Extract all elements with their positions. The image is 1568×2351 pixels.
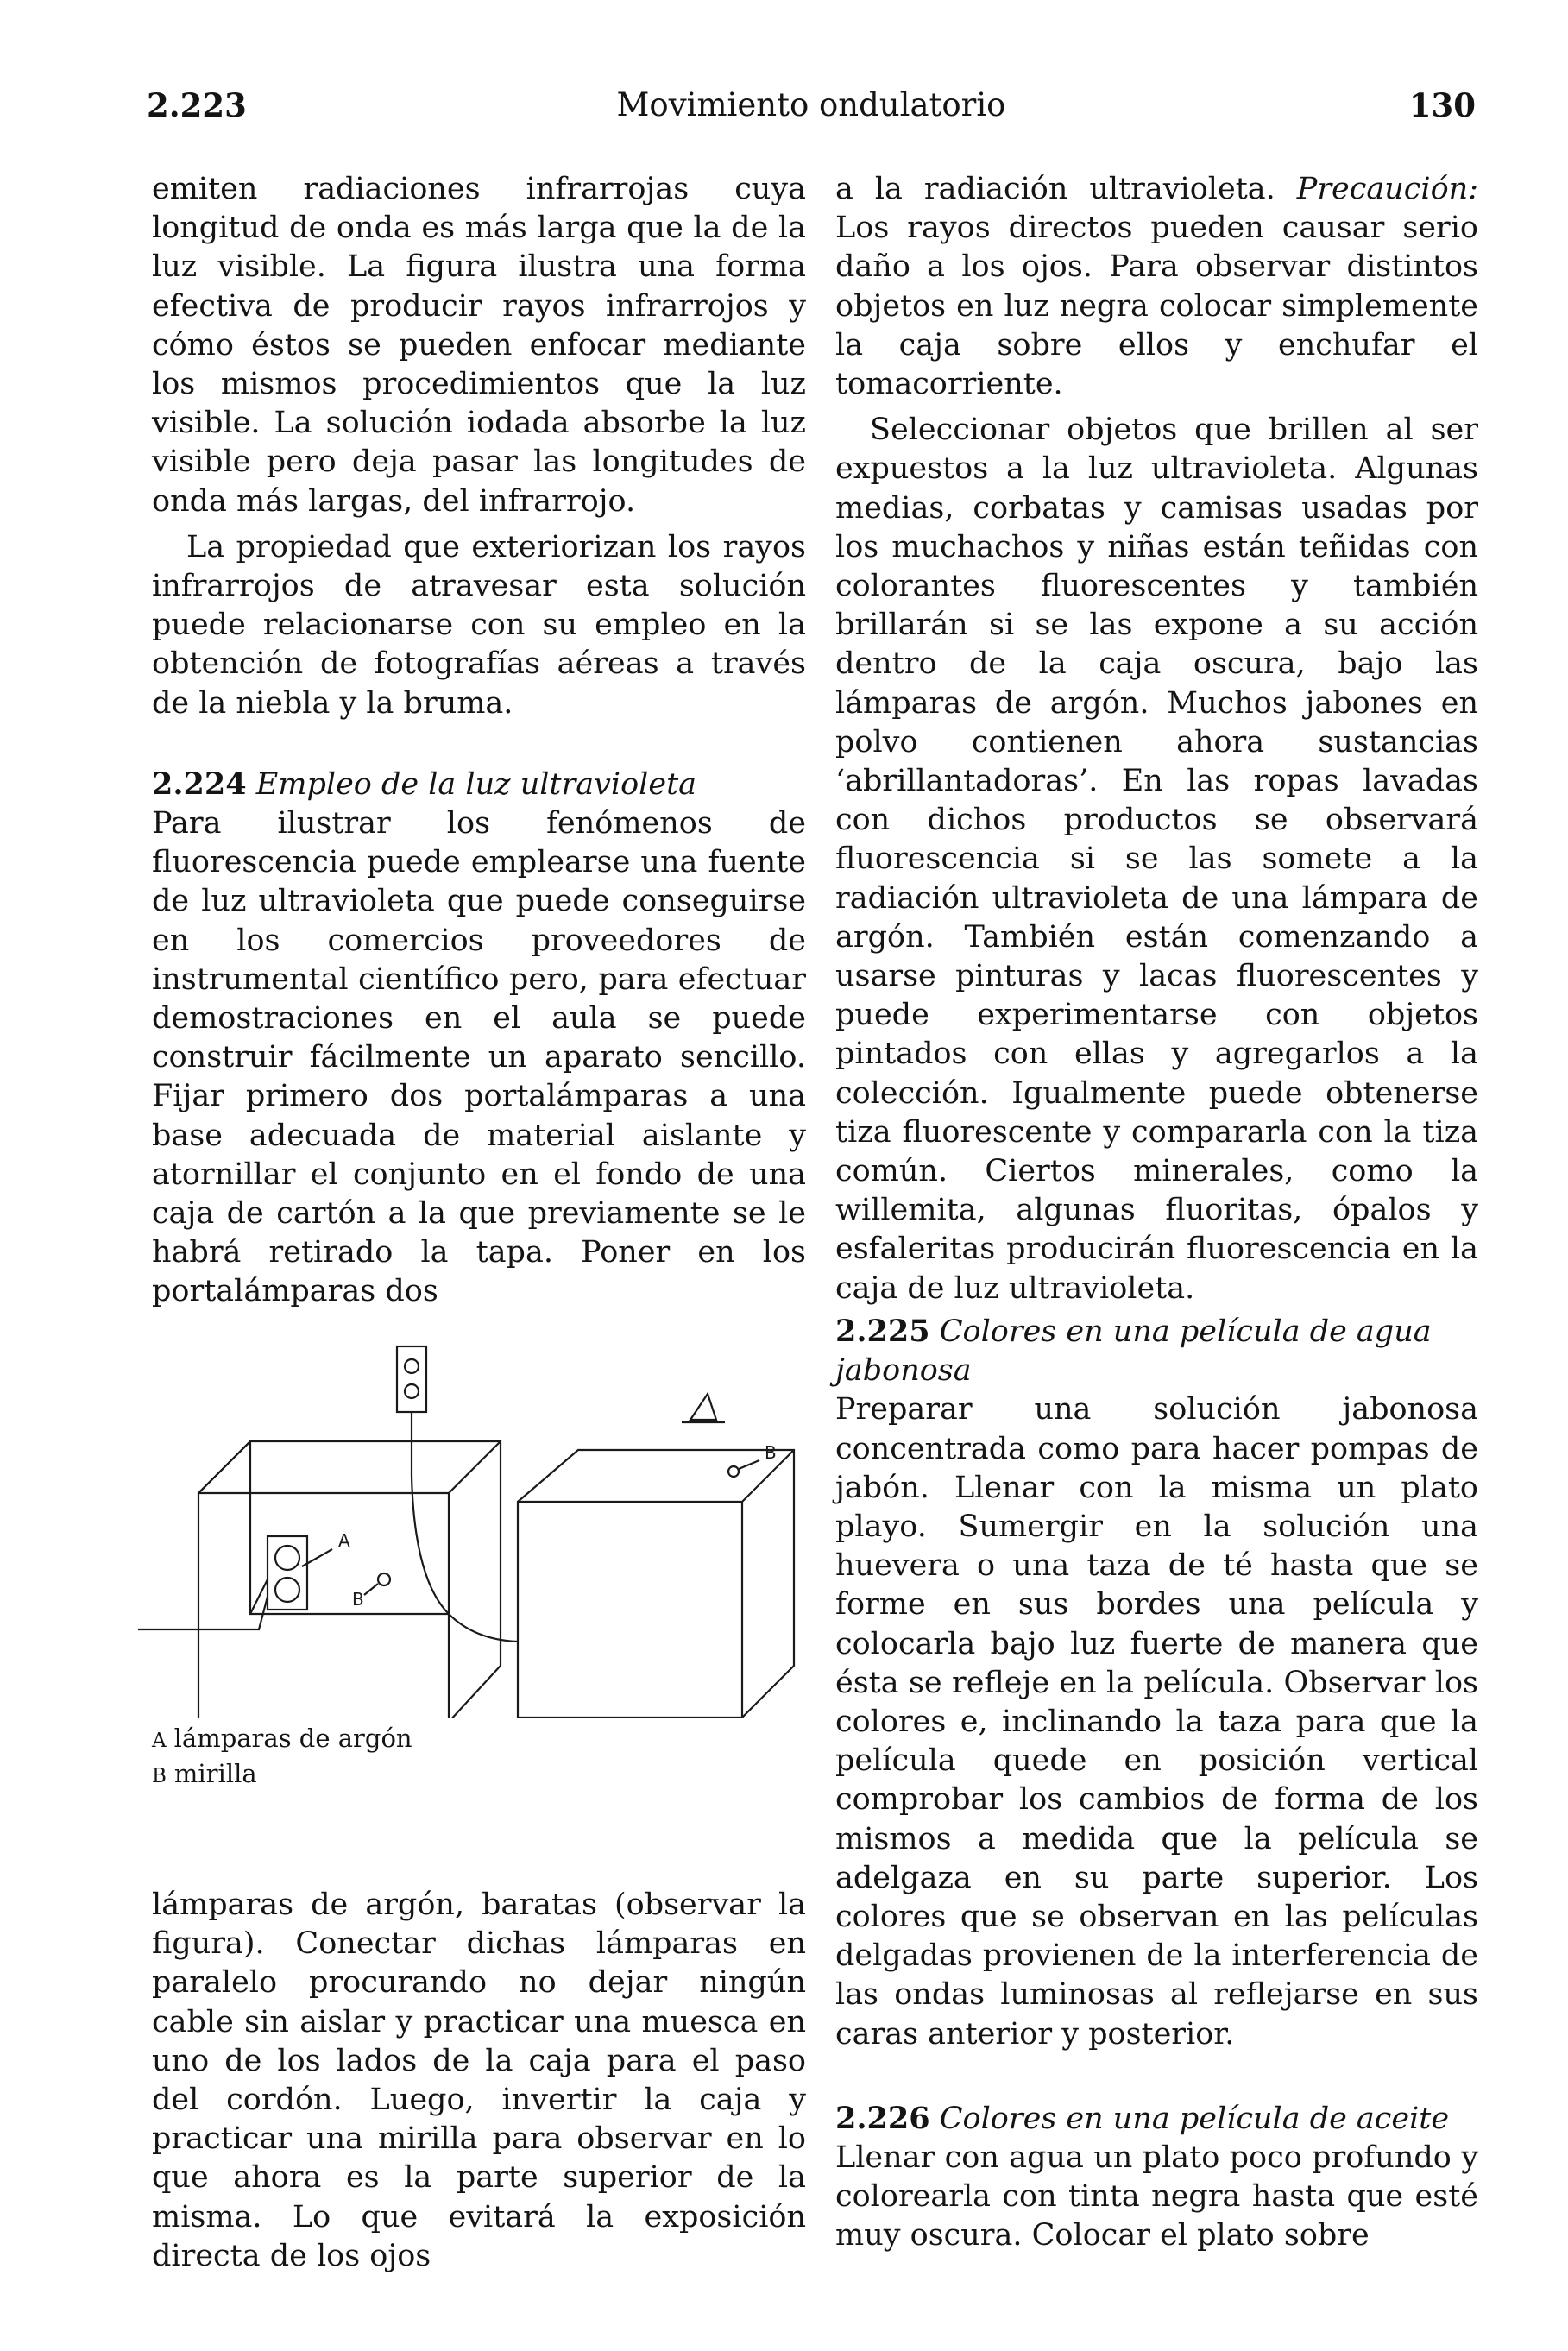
section-number: 2.225 bbox=[835, 1314, 930, 1349]
paragraph: La propiedad que exteriorizan los rayos infrarrojos de atravesar esta solución puede relacionarse con su empleo en la obtención de fotografías aéreas a través de la niebla y la bruma. bbox=[152, 529, 806, 721]
paragraph: Para ilustrar los fenómenos de fluorescencia puede emplearse una fuente de luz ultravioleta que puede conseguirse en los comercios proveedores de instrumental científico pero, para efectuar demostraciones en el aula se puede construir fácilmente un aparato sencillo. Fijar primero dos portalámparas a una base adecuada de material aislante y atornillar el conjunto en el fondo de una caja de cartón a la que previamente se le habrá retirado la tapa. Poner en los portalámparas dos bbox=[152, 806, 806, 1309]
section-title: Colores en una película de aceite bbox=[939, 2101, 1450, 2136]
right-column-top bbox=[835, 170, 1478, 1308]
right-column-bottom bbox=[835, 1312, 1478, 2256]
page-number: 130 bbox=[1408, 86, 1476, 124]
left-column-bottom bbox=[152, 1886, 806, 2276]
label-b-right: B bbox=[765, 1442, 777, 1463]
caution-label: Precaución: bbox=[1296, 172, 1478, 206]
lamp-holder bbox=[268, 1536, 307, 1610]
legend-item: A lámparas de argón bbox=[152, 1724, 412, 1753]
uv-box-illustration bbox=[138, 1320, 820, 1718]
section-heading-2-226 bbox=[835, 2099, 1478, 2139]
paragraph: a la radiación ultravioleta. Precaución: Los rayos directos pueden causar serio daño a los ojos. Para observar distintos objetos en luz negra colocar simplemente la caja sobre ellos y enchufar el tomacorriente. bbox=[835, 172, 1478, 402]
figure-uv-box bbox=[138, 1320, 820, 1718]
section-number: 2.226 bbox=[835, 2100, 930, 2136]
eye-symbol bbox=[690, 1394, 716, 1420]
paragraph: Seleccionar objetos que brillen al ser expuestos a la luz ultravioleta. Algunas medias, corbatas y camisas usadas por los muchachos y niñas están teñidas con colorantes fluorescentes y también brillarán si se las expone a su acción dentro de la caja oscura, bajo las lámparas de argón. Muchos jabones en polvo contienen ahora sustancias ‘abrillantadoras’. En las ropas lavadas con dichos productos se observará fluorescencia si se las somete a la radiación ultravioleta de una lámpara de argón. También están comenzando a usarse pinturas y lacas fluorescentes y puede experimentarse con objetos pintados con ellas y agregarlos a la colección. Igualmente puede obtenerse tiza fluorescente y compararla con la tiza común. Ciertos minerales, como la willemita, algunas fluoritas, ópalos y esfaleritas producirán fluorescencia en la caja de luz ultravioleta. bbox=[835, 413, 1478, 1306]
peephole-b-right bbox=[728, 1466, 739, 1477]
running-title: Movimiento ondulatorio bbox=[616, 86, 1006, 123]
section-title: Empleo de la luz ultravioleta bbox=[255, 766, 697, 802]
paragraph: lámparas de argón, baratas (observar la figura). Conectar dichas lámparas en paralelo procurando no dejar ningún cable sin aislar y practicar una muesca en uno de los lados de la caja para el paso del cordón. Luego, invertir la caja y practicar una mirilla para observar en lo que ahora es la parte superior de la misma. Lo que evitará la exposición directa de los ojos bbox=[152, 1888, 806, 2273]
section-number: 2.224 bbox=[152, 766, 247, 802]
paragraph: Llenar con agua un plato poco profundo y colorearla con tinta negra hasta que esté muy oscura. Colocar el plato sobre bbox=[835, 2140, 1478, 2253]
section-heading-2-224 bbox=[152, 765, 806, 804]
page-header bbox=[147, 86, 1476, 129]
label-a: A bbox=[338, 1530, 350, 1551]
section-title: Colores en una película de agua jabonosa bbox=[835, 1314, 1432, 1389]
open-box-front bbox=[198, 1493, 449, 1718]
running-section-number: 2.223 bbox=[147, 86, 247, 124]
left-column-top bbox=[152, 170, 806, 1312]
figure-legend bbox=[152, 1722, 412, 1793]
label-b-left: B bbox=[352, 1589, 364, 1610]
legend-item: B mirilla bbox=[152, 1759, 257, 1788]
section-heading-2-225 bbox=[835, 1312, 1478, 1390]
closed-box-front bbox=[518, 1502, 742, 1718]
wall-plug bbox=[397, 1346, 426, 1412]
paragraph: Preparar una solución jabonosa concentrada como para hacer pompas de jabón. Llenar con la misma un plato playo. Sumergir en la solución una huevera o una taza de té hasta que se forme en sus bordes una película y colocarla bajo luz fuerte de manera que ésta se refleje en la película. Observar los colores e, inclinando la taza para que la película quede en posición vertical comprobar los cambios de forma de los mismos a medida que la película se adelgaza en su parte superior. Los colores que se observan en las películas delgadas provienen de la interferencia de las ondas luminosas al reflejarse en sus caras anterior y posterior. bbox=[835, 1392, 1478, 2052]
paragraph: emiten radiaciones infrarrojas cuya longitud de onda es más larga que la de la luz visible. La figura ilustra una forma efectiva de producir rayos infrarrojos y cómo éstos se pueden enfocar mediante los mismos procedimientos que la luz visible. La solución iodada absorbe la luz visible pero deja pasar las longitudes de onda más largas, del infrarrojo. bbox=[152, 172, 806, 519]
